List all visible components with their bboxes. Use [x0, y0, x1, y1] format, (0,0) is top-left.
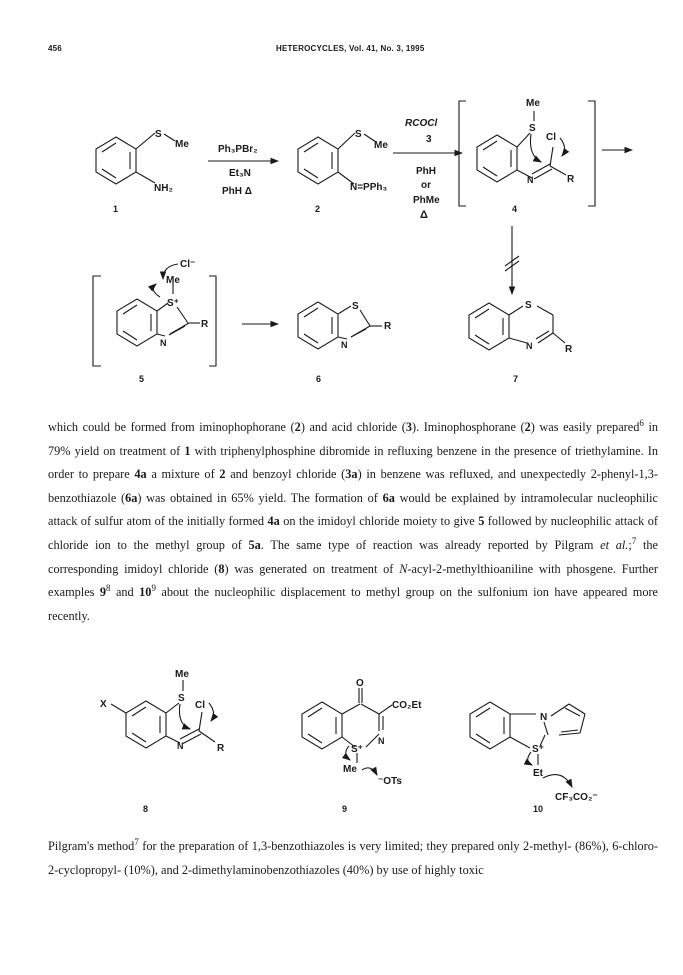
compound-number: 6 [316, 374, 322, 384]
atom-me: Me [175, 139, 189, 150]
structures-scheme-2 [0, 665, 683, 850]
atom-r: R [567, 174, 575, 185]
atom-et: Et [533, 768, 543, 779]
atom-s: S [352, 301, 359, 312]
reagent: Ph₃PBr₂ [218, 144, 258, 155]
reagent: 3 [426, 134, 432, 145]
atom-r: R [565, 344, 573, 355]
compound-number: 9 [342, 804, 348, 814]
atom-n: N [526, 341, 533, 351]
atom-co2et: CO₂Et [392, 700, 422, 711]
counter-ion: CF₃CO₂⁻ [555, 792, 598, 803]
compound-number: 10 [533, 804, 544, 814]
atom-cl: Cl [546, 132, 556, 143]
atom-s: S [355, 129, 362, 140]
atom-npph3: N=PPh₃ [350, 182, 388, 193]
compound-number: 2 [315, 204, 321, 214]
atom-n: N [177, 741, 184, 751]
compound-10-structure [470, 702, 585, 787]
compound-number: 5 [139, 374, 145, 384]
atom-r: R [217, 743, 225, 754]
atom-cl: Cl [195, 700, 205, 711]
atom-me: Me [343, 764, 357, 775]
reagent: Et₃N [229, 168, 251, 179]
compound-number: 7 [513, 374, 519, 384]
atom-s: S [155, 129, 162, 140]
atom-s: S [178, 693, 185, 704]
body-paragraph-1: which could be formed from iminophophorane (2) and acid chloride (3). Iminophosphorane (2) was easily prepared$^6$ in 79% yield on treatment of 1 with triphenylphosphine dibromide in refluxing benzene in the presence of triethylamine. In order to prepare 4a a mixture of 2 and benzoyl chloride (3a) in benzene was refluxed, and unexpectedly 2-phenyl-1,3-benzothiazole (6a) was obtained in 65% yield. The formation of 6a would be explained by intramolecular nucleophilic attack of sulfur atom of the initially formed 4a on the imidoyl chloride moiety to give 5 followed by nucleophilic attack of chloride ion to the methyl group of 5a. The same type of reaction was already reported by Pilgram et al.;$^7$ the corresponding imidoyl chloride (8) was generated on treatment of N-acyl-2-methylthioaniline with phosgene. Further examples $9^8$ and $10^9$ about the nucleophilic displacement to methyl group on the sulfonium ion have appeared more recently. [48, 417, 659, 623]
compound-number: 1 [113, 204, 119, 214]
atom-me: Me [175, 669, 189, 680]
atom-n: N [160, 338, 167, 348]
reagent: PhH Δ [222, 186, 252, 197]
compound-6-structure [298, 302, 382, 349]
counter-ion: ⁻OTs [378, 776, 402, 787]
atom-x: X [100, 699, 107, 710]
atom-nh2: NH₂ [154, 183, 173, 194]
reagent: PhH [416, 166, 436, 177]
body-paragraph-2: Pilgram's method$^7$ for the preparation of 1,3-benzothiazoles is very limited; they prepared only 2-methyl- (86%), 6-chloro-2-cyclopropyl- (10%), and 2-dimethylaminobenzothiazoles (40%) by use of highly toxic [48, 836, 658, 877]
reaction-scheme-1 [0, 80, 683, 410]
compound-5-structure [117, 264, 200, 346]
atom-cl: Cl⁻ [180, 259, 196, 270]
atom-s: S⁺ [532, 744, 544, 755]
atom-s: S⁺ [351, 744, 363, 755]
atom-s: S⁺ [167, 298, 179, 309]
atom-s: S [525, 300, 532, 311]
atom-s: S [529, 123, 536, 134]
atom-n: N [527, 175, 534, 185]
blocked-arrow [505, 226, 519, 294]
reagent: RCOCl [405, 118, 438, 129]
running-header: HETEROCYCLES, Vol. 41, No. 3, 1995 [276, 44, 425, 53]
atom-n: N [378, 736, 385, 746]
compound-4-structure [477, 111, 566, 182]
reagent: or [421, 180, 431, 191]
atom-me: Me [166, 275, 180, 286]
atom-n: N [540, 712, 548, 723]
compound-8-structure [111, 680, 215, 748]
compound-1-structure [96, 133, 175, 184]
compound-2-structure [298, 133, 376, 184]
page-number: 456 [48, 44, 62, 53]
reagent: PhMe [413, 195, 440, 206]
atom-me: Me [374, 140, 388, 151]
compound-number: 4 [512, 204, 518, 214]
atom-n: N [341, 340, 348, 350]
atom-o: O [356, 678, 364, 689]
atom-me: Me [526, 98, 540, 109]
atom-r: R [201, 319, 209, 330]
compound-number: 8 [143, 804, 149, 814]
atom-r: R [384, 321, 392, 332]
compound-7-structure [469, 303, 565, 350]
compound-9-structure [302, 688, 392, 775]
reagent: Δ [420, 209, 428, 221]
